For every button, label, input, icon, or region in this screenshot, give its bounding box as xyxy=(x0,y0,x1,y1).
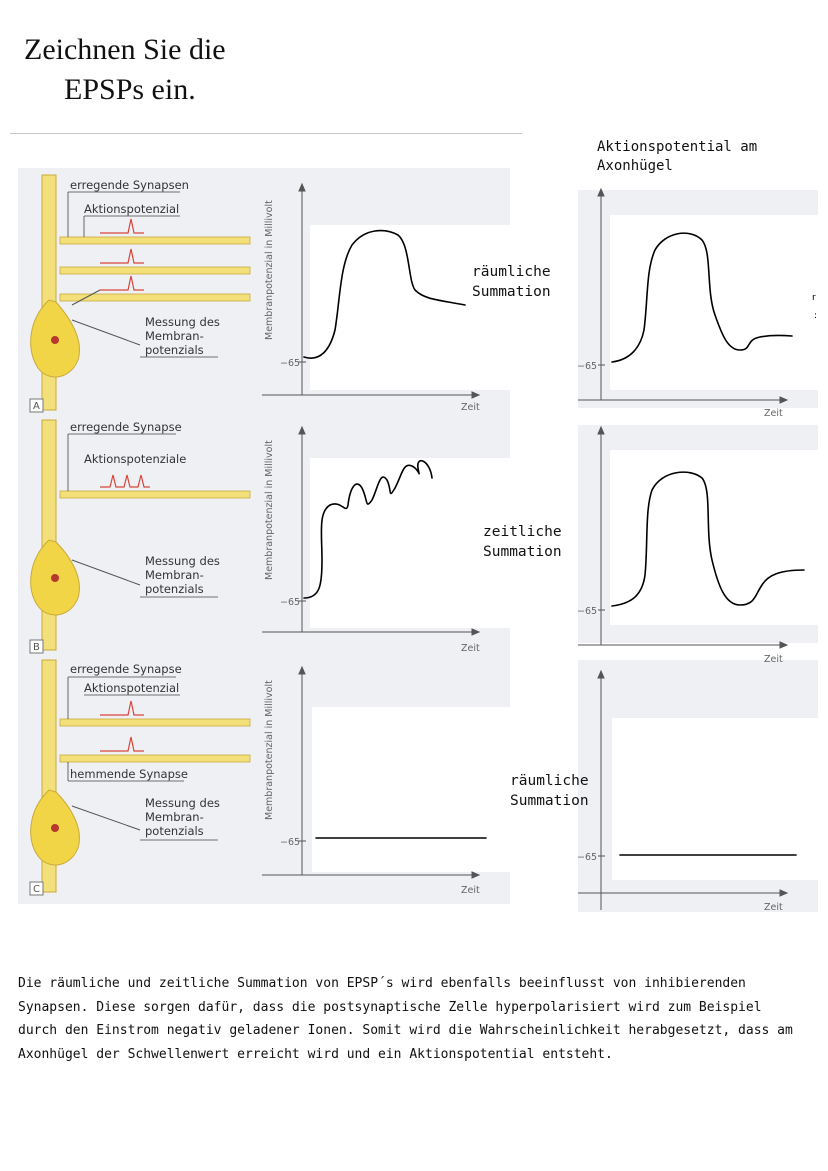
tick-a: −65 xyxy=(280,358,301,369)
measure-c-1: Messung des xyxy=(145,796,220,810)
xlabel-ra: Zeit xyxy=(764,408,783,419)
note-b-line-1: zeitliche xyxy=(483,524,562,540)
label-inhib-c: hemmende Synapse xyxy=(70,767,188,781)
title-line-1: Zeichnen Sie die xyxy=(24,33,226,66)
note-b xyxy=(483,522,562,562)
measure-a-1: Messung des xyxy=(145,315,220,329)
title-line-2: EPSPs ein. xyxy=(64,73,196,106)
tick-rc: −65 xyxy=(577,852,598,863)
label-synapses-a: erregende Synapsen xyxy=(70,178,189,192)
tick-b: −65 xyxy=(280,597,301,608)
xlabel-a: Zeit xyxy=(461,402,480,413)
svg-text:r: r xyxy=(812,293,816,303)
svg-text::: : xyxy=(814,311,818,321)
note-b-line-2: Summation xyxy=(483,544,562,560)
measure-a-2: Membran- xyxy=(145,329,204,343)
graph-c-canvas xyxy=(312,707,510,872)
marker-c: C xyxy=(33,884,40,895)
note-a-line-1: räumliche xyxy=(472,264,551,280)
measure-b-2: Membran- xyxy=(145,568,204,582)
label-synapses-b: erregende Synapse xyxy=(70,420,182,434)
note-c xyxy=(510,771,589,811)
measure-b-3: potenzials xyxy=(145,582,204,596)
label-ap-a: Aktionspotenzial xyxy=(84,202,180,216)
xlabel-b: Zeit xyxy=(461,643,480,654)
graph-b-canvas xyxy=(310,458,510,628)
measure-c-3: potenzials xyxy=(145,824,204,838)
right-graph-b-canvas xyxy=(610,450,818,625)
xlabel-rc: Zeit xyxy=(764,902,783,913)
tick-rb: −65 xyxy=(577,606,598,617)
tick-c: −65 xyxy=(280,837,301,848)
label-synapses-c: erregende Synapse xyxy=(70,662,182,676)
note-a-line-2: Summation xyxy=(472,284,551,300)
measure-a-3: potenzials xyxy=(145,343,204,357)
marker-a: A xyxy=(33,401,40,412)
ylabel-b: Membranpotenzial in Millivolt xyxy=(264,440,275,580)
marker-b: B xyxy=(33,642,40,653)
measure-b-1: Messung des xyxy=(145,554,220,568)
explanation-paragraph: Die räumliche und zeitliche Summation von EPSP´s wird ebenfalls beeinflusst von inhibierenden Synapsen. Diese sorgen dafür, dass die postsynaptische Zelle hyperpolarisiert wird zum Beispiel durch den Einstrom negativ geladener Ionen. Somit wird die Wahrscheinlichkeit herabgesetzt, dass am Axonhügel der Schwellenwert erreicht wird und ein Aktionspotential entsteht. xyxy=(18,976,793,1062)
xlabel-rb: Zeit xyxy=(764,654,783,665)
ylabel-a: Membranpotenzial in Millivolt xyxy=(264,200,275,340)
right-title-line-2: Axonhügel xyxy=(597,158,673,174)
label-ap-b: Aktionspotenziale xyxy=(84,452,187,466)
ylabel-c: Membranpotenzial in Millivolt xyxy=(264,680,275,820)
graph-a-canvas xyxy=(310,225,510,390)
tick-ra: −65 xyxy=(577,361,598,372)
measure-c-2: Membran- xyxy=(145,810,204,824)
note-c-line-2: Summation xyxy=(510,793,589,809)
right-graph-a-canvas xyxy=(610,215,818,390)
note-c-line-1: räumliche xyxy=(510,773,589,789)
xlabel-c: Zeit xyxy=(461,885,480,896)
right-title-line-1: Aktionspotential am xyxy=(597,139,758,155)
note-a xyxy=(472,262,551,302)
label-ap-c: Aktionspotenzial xyxy=(84,681,180,695)
label-leaders xyxy=(68,192,218,840)
